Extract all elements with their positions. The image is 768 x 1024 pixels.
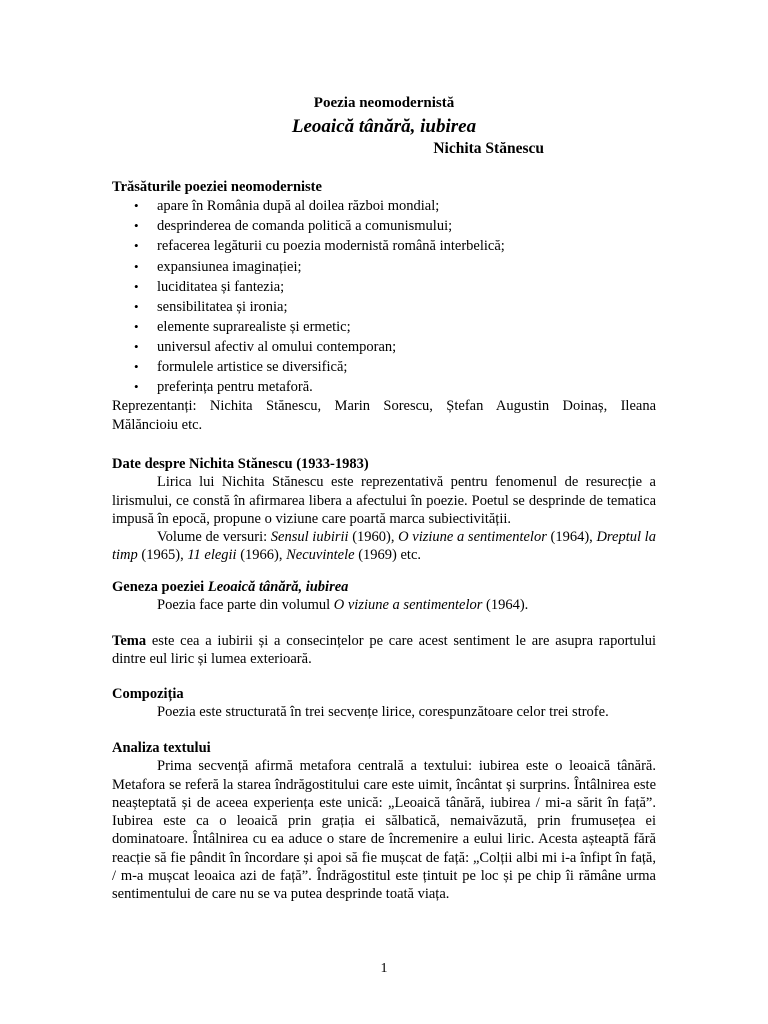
- volume-title: O viziune a sentimentelor: [398, 529, 547, 546]
- genesis-section: [112, 578, 656, 615]
- traits-list-item: [112, 377, 656, 397]
- traits-list-item-text: expansiunea imaginației;: [157, 258, 302, 275]
- traits-heading: Trăsăturile poeziei neomoderniste: [112, 179, 322, 195]
- composition-section: [112, 685, 656, 722]
- theme-section: [112, 632, 656, 669]
- representatives-line-1: Reprezentanți: Nichita Stănescu, Marin Sorescu, Ștefan Augustin Doinaș, Ileana: [112, 398, 656, 415]
- genesis-text-prefix: Poezia face parte din volumul: [157, 597, 334, 614]
- bio-paragraph: Lirica lui Nichita Stănescu este reprezentativă pentru fenomenul de resurecție a lirismului, ce constă în afirmarea libera a afectului în poezie. Poetul se desprinde de tematica impusă în epocă, propune o viziune care poartă marca subiectivității.: [112, 474, 656, 527]
- traits-list-item-text: elemente suprarealiste și ermetic;: [157, 318, 351, 335]
- bio-section: [112, 455, 656, 565]
- volume-year: (1960),: [348, 529, 399, 546]
- bullet-icon: •: [134, 318, 139, 334]
- traits-list-item: [112, 257, 656, 277]
- traits-list-item: [112, 357, 656, 377]
- analysis-heading: Analiza textului: [112, 740, 211, 756]
- genesis-heading: [112, 578, 656, 596]
- traits-list-item: [112, 277, 656, 297]
- author-name: [112, 140, 656, 158]
- analysis-section: [112, 739, 656, 904]
- genesis-text-suffix: (1964).: [482, 597, 529, 614]
- traits-list-item: [112, 216, 656, 236]
- traits-list-item-text: desprinderea de comanda politică a comunismului;: [157, 218, 453, 235]
- volume-year: (1964),: [546, 529, 593, 546]
- bullet-icon: •: [134, 359, 139, 375]
- author-name-text: Nichita Stănescu: [433, 140, 544, 157]
- volume-year: (1965),: [137, 547, 188, 564]
- traits-section: [112, 178, 656, 434]
- traits-list-item: [112, 196, 656, 216]
- volume-title: Necuvintele: [286, 547, 355, 564]
- traits-list-item-text: preferința pentru metaforă.: [157, 379, 313, 396]
- traits-list-item-text: apare în România după al doilea război mondial;: [157, 198, 440, 215]
- traits-list-item: [112, 337, 656, 357]
- volumes-intro: Volume de versuri:: [157, 529, 271, 546]
- representatives-line-2: Mălăncioiu etc.: [112, 416, 203, 433]
- document-title: Poezia neomodernistă: [313, 95, 455, 111]
- traits-list-item-text: refacerea legăturii cu poezia modernistă română interbelică;: [157, 238, 505, 255]
- traits-list-item-text: universul afectiv al omului contemporan;: [157, 338, 397, 355]
- traits-list-item-text: sensibilitatea și ironia;: [157, 298, 288, 315]
- theme-body: este cea a iubirii și a consecințelor pe care acest sentiment le are asupra raportului dintre eul liric și lumea exterioară.: [112, 633, 656, 668]
- bio-heading: Date despre Nichita Stănescu (1933-1983): [112, 456, 369, 472]
- volume-year: (1969) etc.: [354, 547, 422, 564]
- volumes-paragraph: [112, 528, 656, 565]
- bullet-icon: •: [134, 278, 139, 294]
- composition-heading: Compoziția: [112, 686, 184, 702]
- genesis-text: [112, 596, 656, 614]
- composition-text: Poezia este structurată în trei secvențe lirice, corespunzătoare celor trei strofe.: [157, 704, 609, 721]
- traits-list: [112, 196, 656, 397]
- poem-title: Leoaică tânără, iubirea: [291, 116, 477, 137]
- genesis-heading-title: Leoaică tânără, iubirea: [207, 579, 349, 595]
- bullet-icon: •: [134, 379, 139, 395]
- bullet-icon: •: [134, 238, 139, 254]
- page-number: 1: [380, 961, 388, 976]
- bullet-icon: •: [134, 338, 139, 354]
- genesis-heading-prefix: Geneza poeziei: [112, 579, 208, 595]
- traits-list-item: [112, 317, 656, 337]
- analysis-text: Prima secvență afirmă metafora centrală a textului: iubirea este o leoaică tânără. Metafora se referă la starea îndrăgostitului care este uimit, încântat și surprins. Întâlnirea este neașteptată și de aceea experiența este unică: „Leoaică tânără, iubirea / mi-a sărit în față”. Iubirea este ca o leoaică prin grația ei sălbatică, nemaivăzută, prin frumusețea ei dominatoare. Întâlnirea cu ea aduce o stare de încremenire a eului liric. Acesta așteaptă fără reacție să fie pândit în încordare și apoi să fie mușcat de față: „Colții albi mi i-a înfipt în față, / m-a mușcat leoaica azi de față”. Îndrăgostitul este țintuit pe loc și pe chip îi rămâne urma sentimentului de care nu se va putea desprinde toată viața.: [112, 758, 656, 903]
- genesis-volume-title: O viziune a sentimentelor: [333, 597, 483, 614]
- bullet-icon: •: [134, 258, 139, 274]
- theme-text: [112, 632, 656, 669]
- traits-list-item-text: formulele artistice se diversifică;: [157, 359, 348, 376]
- volume-title: 11 elegii: [187, 547, 237, 564]
- traits-list-item-text: luciditatea și fantezia;: [157, 278, 285, 295]
- volume-title: Dreptul la timp: [112, 529, 656, 564]
- bullet-icon: •: [134, 218, 139, 234]
- bullet-icon: •: [134, 198, 139, 214]
- bullet-icon: •: [134, 298, 139, 314]
- theme-label: Tema: [112, 633, 147, 649]
- volume-year: (1966),: [236, 547, 287, 564]
- traits-list-item: [112, 236, 656, 256]
- traits-list-item: [112, 297, 656, 317]
- volume-title: Sensul iubirii: [270, 529, 349, 546]
